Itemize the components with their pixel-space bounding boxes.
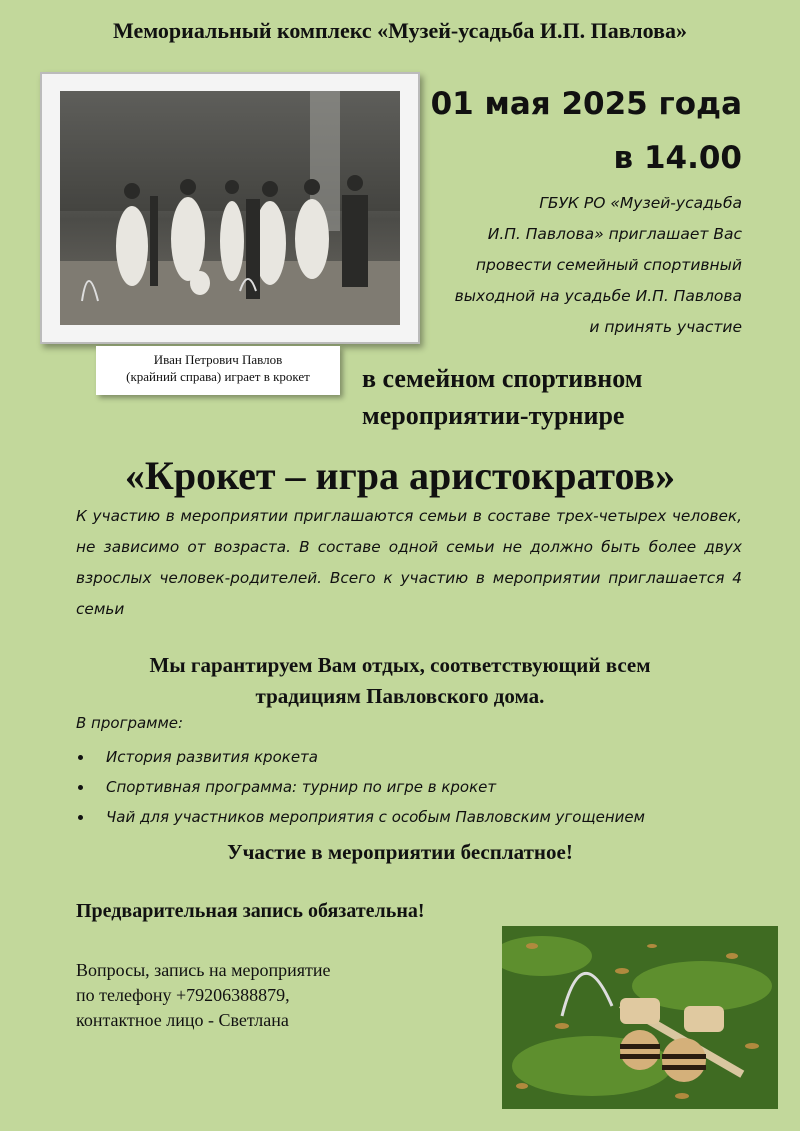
bullet-icon [78,815,83,820]
contact-info [76,958,331,1033]
event-title: «Крокет – игра аристократов» [124,453,676,498]
event-line-1: в семейном спортивном [362,364,643,393]
caption-line-1: Иван Петрович Павлов [153,352,283,367]
participation-description: К участию в мероприятии приглашаются семьи в составе трех-четырех человек, не зависимо от возраста. В составе одной семьи не должно быть более двух взрослых человек-родителей. Всего к участию в мероприятии приглашается 4 семьи [76,507,742,618]
invite-line: провести семейный спортивный [475,256,742,274]
registration-required-note: Предварительная запись обязательна! [76,900,425,922]
bullet-icon [78,755,83,760]
guarantee-line-2: традициям Павловского дома. [255,684,545,708]
contact-line-3: контактное лицо - Светлана [76,1010,289,1030]
contact-line-2: по телефону +79206388879, [76,985,290,1005]
event-type [362,360,643,434]
invitation-text [412,188,742,343]
header-title: Мемориальный комплекс «Музей-усадьба И.П. Павлова» [113,18,687,43]
guarantee-line-1: Мы гарантируем Вам отдых, соответствующий всем [149,653,651,677]
invite-line: выходной на усадьбе И.П. Павлова [454,287,742,305]
program-list [76,742,645,832]
caption-line-2: (крайний справа) играет в крокет [126,369,310,384]
croquet-image [502,926,778,1109]
invite-line: ГБУК РО «Музей-усадьба [539,194,742,212]
photo-image [60,91,400,325]
event-time: в 14.00 [613,140,742,176]
program-item: История развития крокета [76,742,645,772]
program-item: Чай для участников мероприятия с особым Павловским угощением [76,802,645,832]
photo-caption [96,346,340,395]
invite-line: и принять участие [589,318,742,336]
croquet-equipment-photo [502,926,778,1109]
invite-line: И.П. Павлова» приглашает Вас [487,225,742,243]
program-item: Спортивная программа: турнир по игре в крокет [76,772,645,802]
contact-line-1: Вопросы, запись на мероприятие [76,960,331,980]
event-line-2: мероприятии-турнире [362,401,625,430]
historic-croquet-photo [40,72,420,344]
free-participation-note: Участие в мероприятии бесплатное! [227,840,573,864]
event-date: 01 мая 2025 года [430,86,742,122]
guarantee-statement [0,650,800,712]
bullet-icon [78,785,83,790]
program-heading: В программе: [76,714,184,732]
